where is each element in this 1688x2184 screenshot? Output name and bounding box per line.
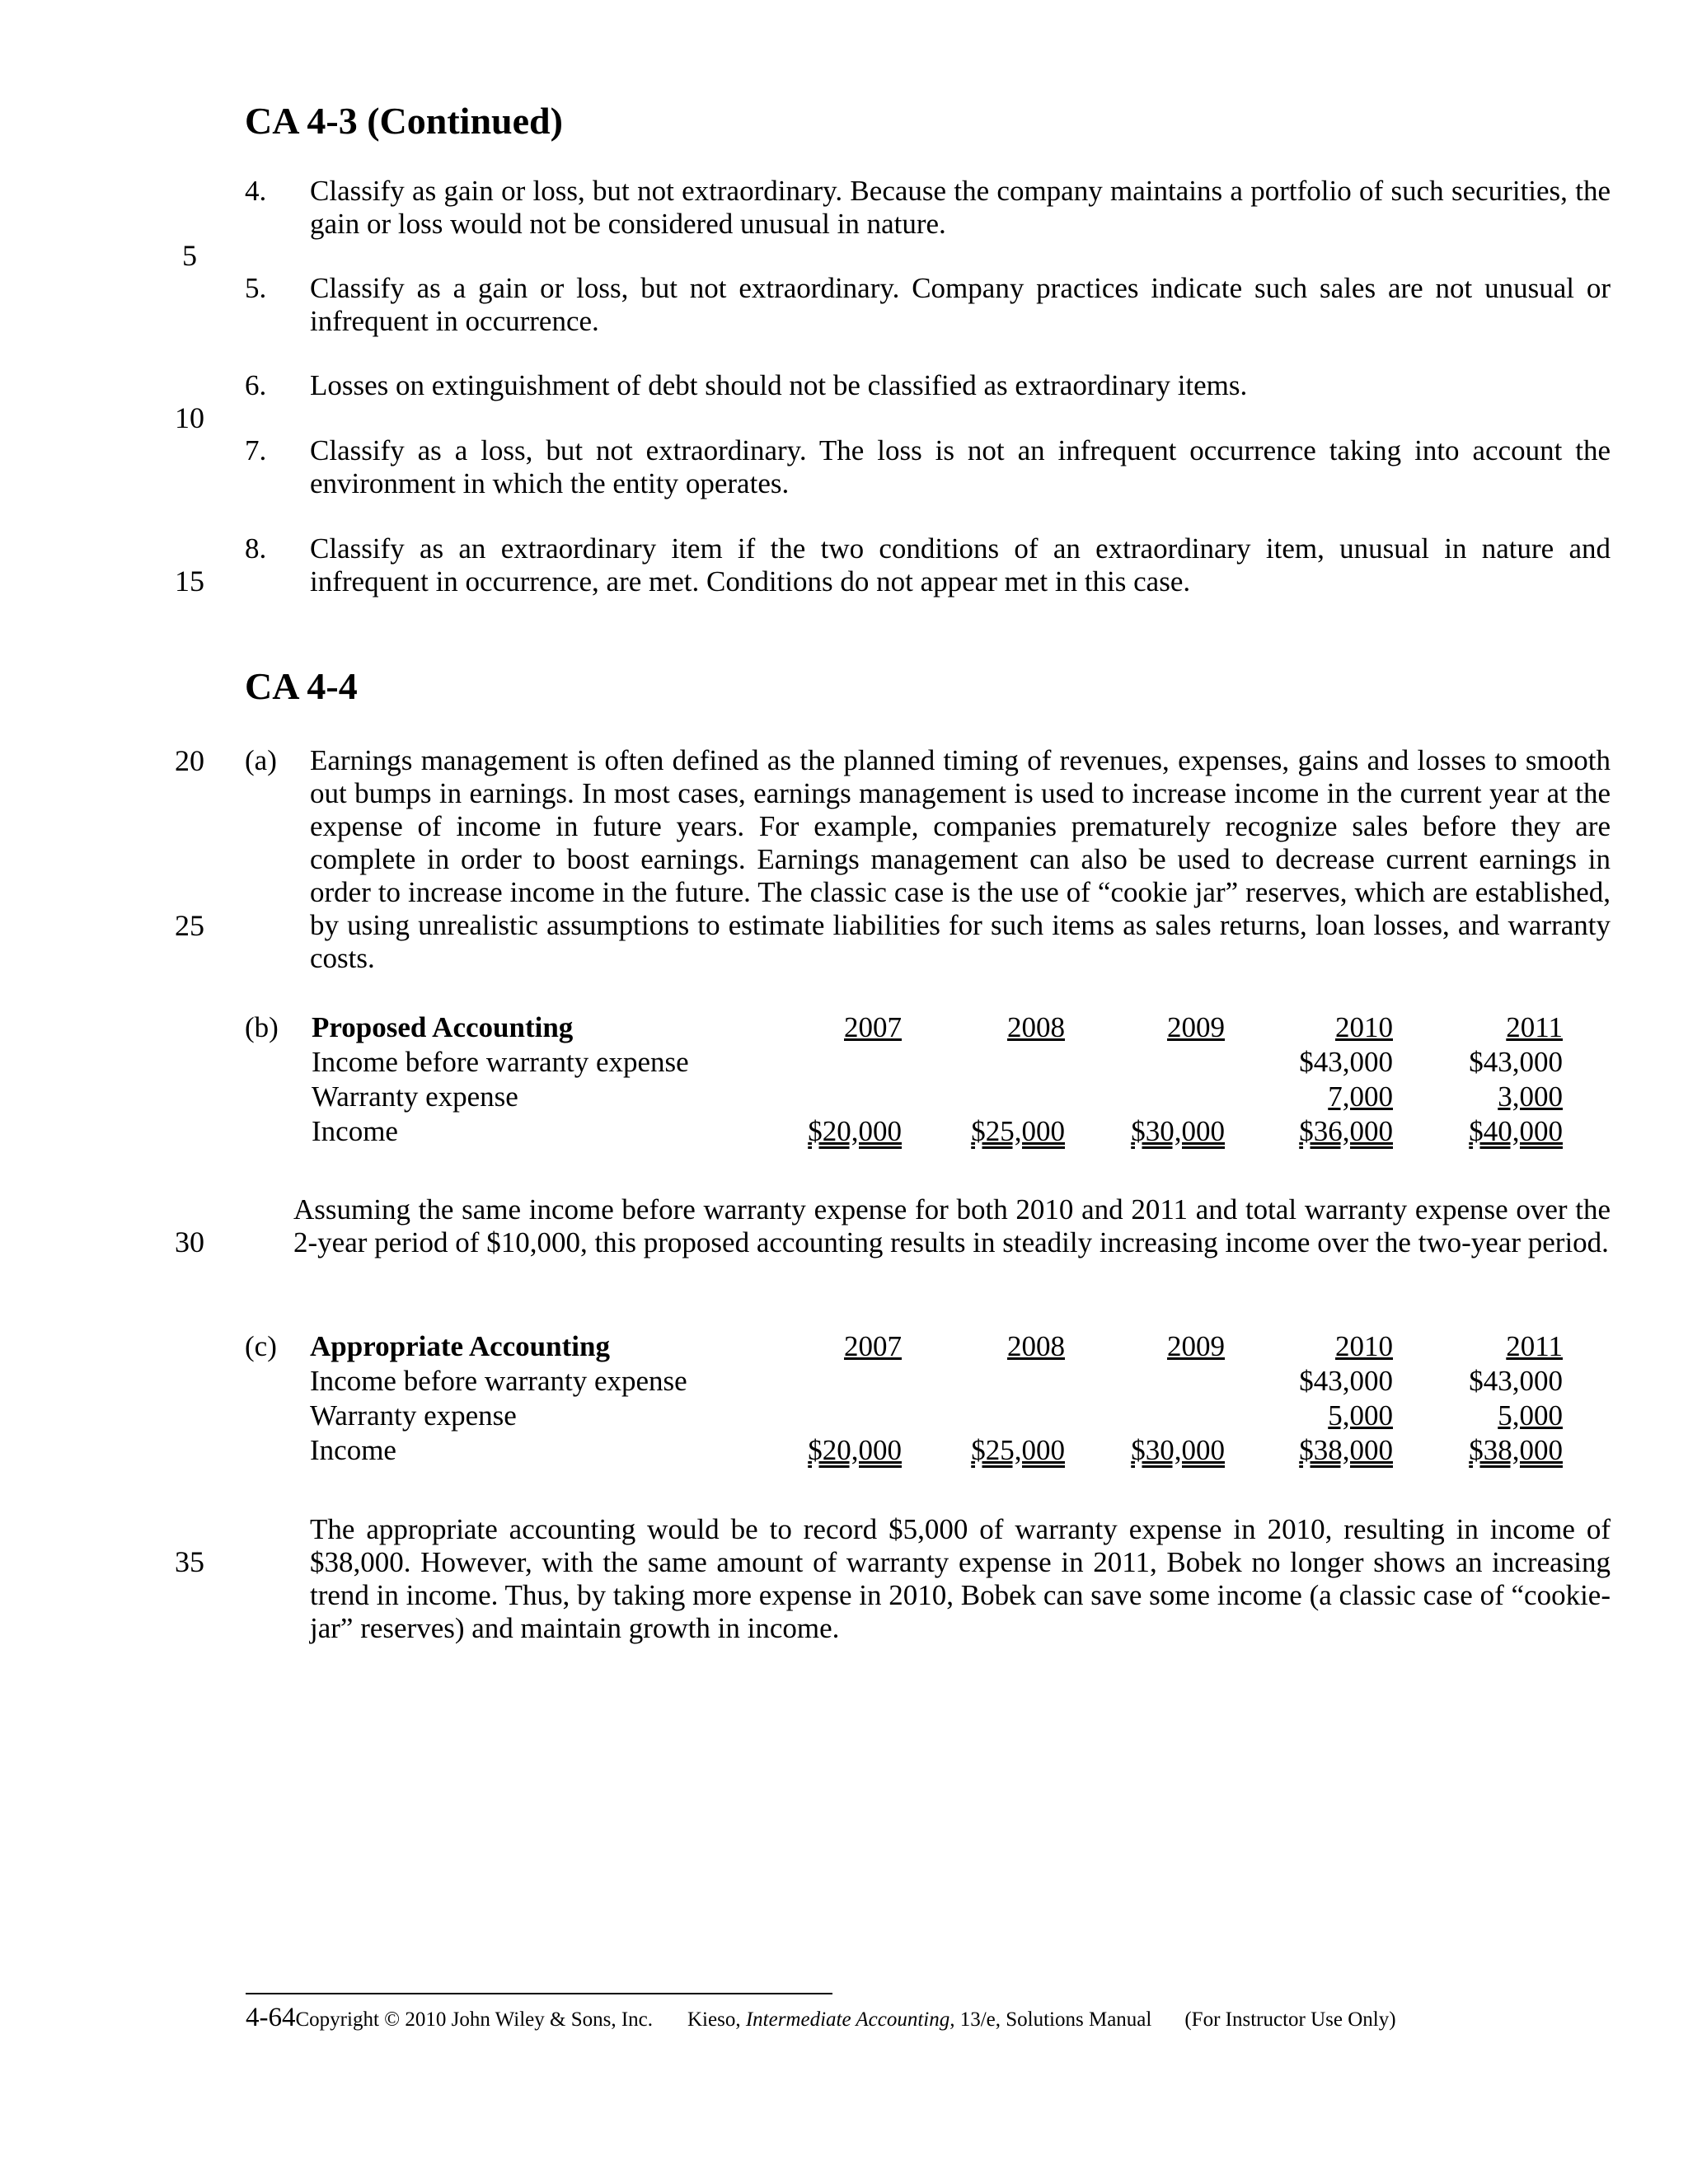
row-label-warranty-expense: Warranty expense (312, 1080, 518, 1113)
page-number: 4-64 (246, 2003, 296, 2032)
item-number: 5. (245, 272, 267, 304)
item-text: Classify as a loss, but not extraordinary. The loss is not an infrequent occurrence taking into account the environment in which the entity operates. (310, 434, 1611, 499)
line-number-35: 35 (175, 1545, 204, 1578)
part-c-note: The appropriate accounting would be to record $5,000 of warranty expense in 2010, resulting in income of $38,000. However, with the same amount of warranty expense in 2011, Bobek no longer shows an increasing trend in income. Thus, by taking more expense in 2010, Bobek can save some income (a classic case of “cookie-jar” reserves) and maintain growth in income. (310, 1513, 1611, 1644)
value-cell: 3,000 (1498, 1080, 1563, 1113)
value-cell: $20,000 (808, 1434, 902, 1466)
year-header: 2009 (1167, 1330, 1225, 1362)
value-cell: $43,000 (1469, 1046, 1563, 1078)
footer-note: (For Instructor Use Only) (1184, 2008, 1396, 2031)
section-heading-ca-4-3: CA 4-3 (Continued) (245, 100, 563, 142)
value-cell: $25,000 (971, 1434, 1065, 1466)
line-number-25: 25 (175, 909, 204, 942)
value-cell: 5,000 (1498, 1399, 1563, 1432)
copyright: Copyright © 2010 John Wiley & Sons, Inc. (295, 2008, 653, 2031)
year-header: 2007 (844, 1011, 902, 1043)
line-number-30: 30 (175, 1226, 204, 1258)
row-label-warranty-expense: Warranty expense (310, 1399, 517, 1432)
value-cell: 7,000 (1328, 1080, 1393, 1113)
line-number-5: 5 (182, 239, 197, 272)
item-number: 6. (245, 369, 267, 401)
year-header: 2010 (1335, 1011, 1393, 1043)
year-header: 2011 (1506, 1011, 1563, 1043)
part-c-marker: (c) (245, 1330, 277, 1362)
part-b-marker: (b) (245, 1011, 279, 1043)
item-number: 7. (245, 434, 267, 466)
row-label-income-before-warranty: Income before warranty expense (312, 1046, 689, 1078)
part-b-note: Assuming the same income before warranty expense for both 2010 and 2011 and total warranty expense over the 2-year period of $10,000, this proposed accounting results in steadily increasing income over the two-year period. (293, 1193, 1611, 1258)
row-label-income: Income (310, 1434, 396, 1466)
footer-author: Kieso, (687, 2008, 741, 2031)
year-header: 2007 (844, 1330, 902, 1362)
value-cell: $30,000 (1131, 1434, 1225, 1466)
table-title: Appropriate Accounting (310, 1330, 610, 1362)
value-cell: 5,000 (1328, 1399, 1393, 1432)
year-header: 2009 (1167, 1011, 1225, 1043)
item-text: Classify as an extraordinary item if the two conditions of an extraordinary item, unusual in nature and infrequent in occurrence, are met. Conditions do not appear met in this case. (310, 532, 1611, 598)
value-cell: $36,000 (1299, 1115, 1393, 1147)
value-cell: $43,000 (1299, 1365, 1393, 1397)
year-header: 2008 (1007, 1330, 1065, 1362)
item-text: Classify as gain or loss, but not extraordinary. Because the company maintains a portfolio of such securities, the gain or loss would not be considered unusual in nature. (310, 175, 1611, 240)
year-header: 2011 (1506, 1330, 1563, 1362)
table-title: Proposed Accounting (312, 1011, 574, 1043)
item-text: Losses on extinguishment of debt should not be classified as extraordinary items. (310, 369, 1248, 401)
value-cell: $38,000 (1299, 1434, 1393, 1466)
section-heading-ca-4-4: CA 4-4 (245, 665, 358, 707)
page-footer (246, 2001, 1396, 2036)
year-header: 2010 (1335, 1330, 1393, 1362)
footer-rule (246, 1993, 832, 1994)
value-cell: $40,000 (1469, 1115, 1563, 1147)
line-number-15: 15 (175, 565, 204, 598)
value-cell: $43,000 (1469, 1365, 1563, 1397)
footer-book-title: Intermediate Accounting, (745, 2008, 955, 2031)
item-number: 8. (245, 532, 267, 565)
item-number: 4. (245, 175, 267, 207)
part-a-marker: (a) (245, 744, 277, 776)
line-number-20: 20 (175, 744, 204, 777)
row-label-income-before-warranty: Income before warranty expense (310, 1365, 687, 1397)
year-header: 2008 (1007, 1011, 1065, 1043)
value-cell: $43,000 (1299, 1046, 1393, 1078)
line-number-10: 10 (175, 401, 204, 434)
item-text: Classify as a gain or loss, but not extraordinary. Company practices indicate such sales are not unusual or infrequent in occurrence. (310, 272, 1611, 337)
value-cell: $25,000 (971, 1115, 1065, 1147)
footer-edition: 13/e, Solutions Manual (959, 2008, 1152, 2031)
value-cell: $20,000 (808, 1115, 902, 1147)
row-label-income: Income (312, 1115, 398, 1147)
value-cell: $38,000 (1469, 1434, 1563, 1466)
value-cell: $30,000 (1131, 1115, 1225, 1147)
part-a-text: Earnings management is often defined as the planned timing of revenues, expenses, gains and losses to smooth out bumps in earnings. In most cases, earnings management is used to increase income in the current year at the expense of income in future years. For example, companies prematurely recognize sales before they are complete in order to boost earnings. Earnings management can also be used to decrease current earnings in order to increase income in the future. The classic case is the use of “cookie jar” reserves, which are established, by using unrealistic assumptions to estimate liabilities for such items as sales returns, loan losses, and warranty costs. (310, 744, 1611, 974)
